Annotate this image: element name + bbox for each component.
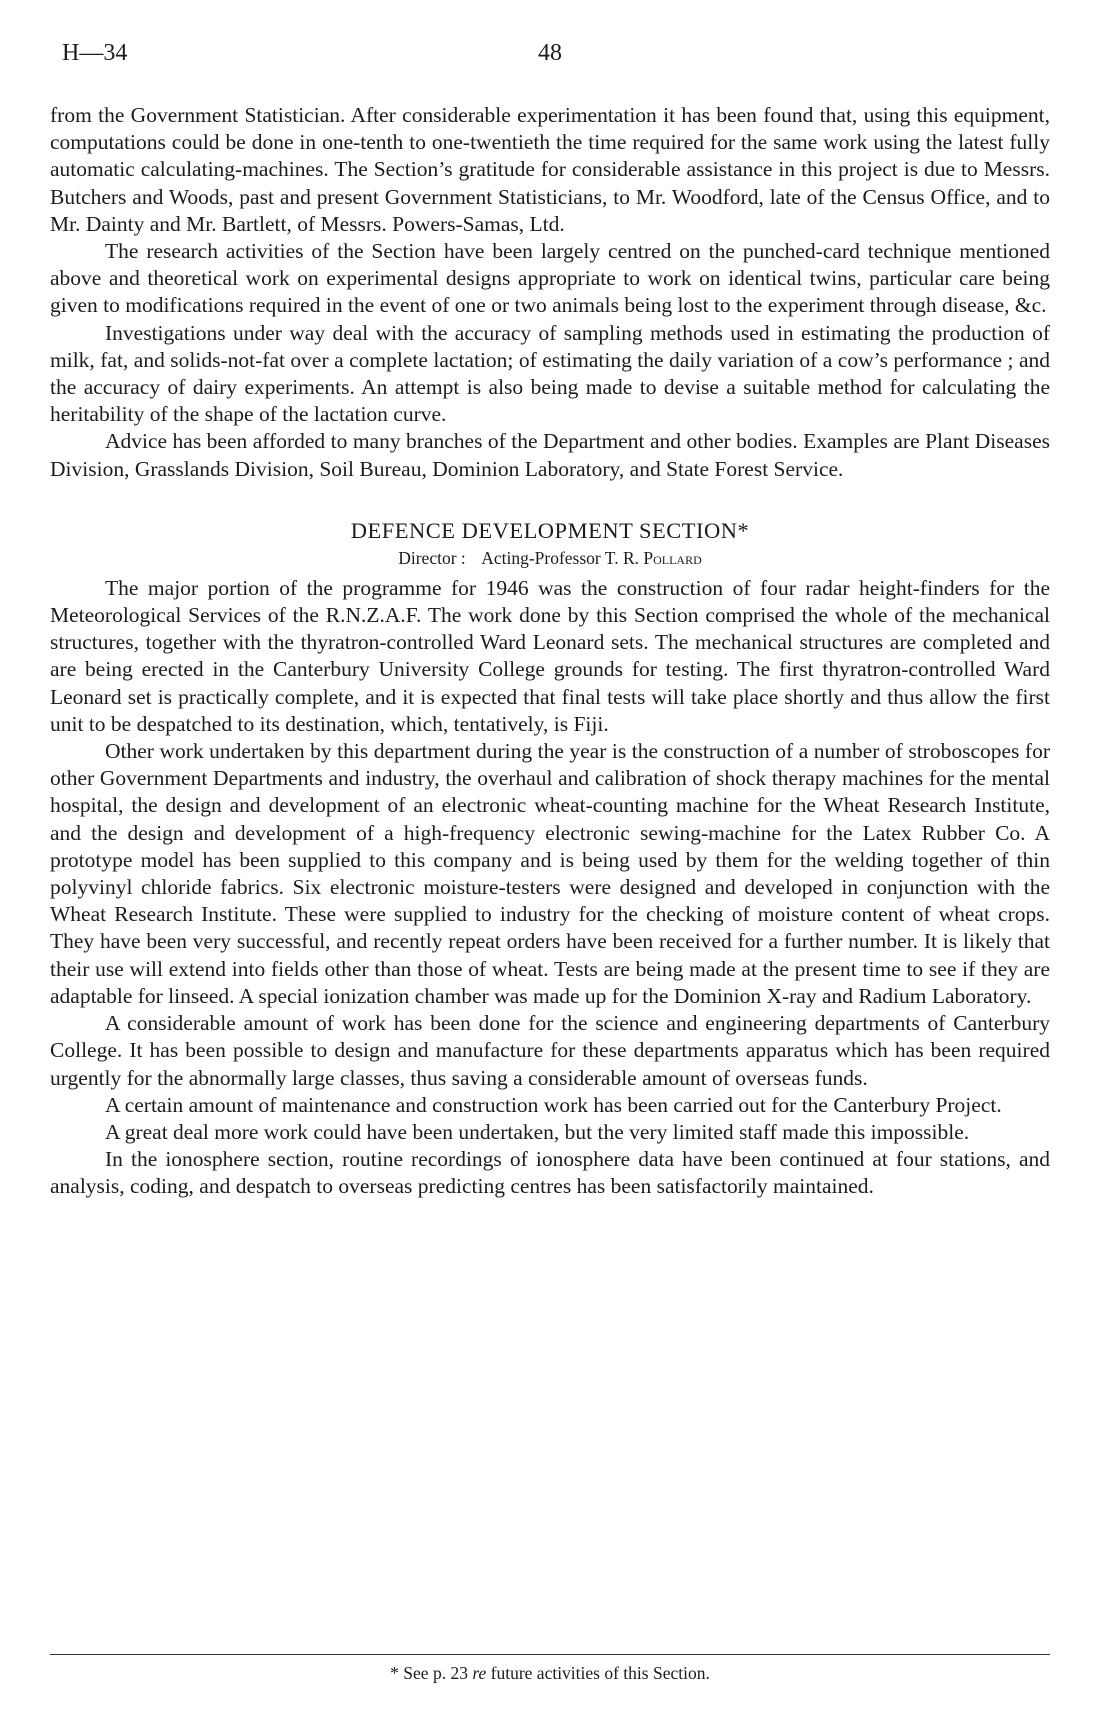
paragraph: In the ionosphere section, routine recordings of ionosphere data have been continued at four stations, and analysis, coding, and despatch to overseas predicting centres has been satisfactorily maintained. (50, 1147, 1050, 1199)
paragraph: A certain amount of maintenance and construction work has been carried out for the Canterbury Project. (105, 1092, 1002, 1117)
page-number: 48 (538, 40, 562, 66)
paragraph: Other work undertaken by this department during the year is the construction of a number of stroboscopes for other Government Departments and industry, the overhaul and calibration of shock therapy machines for the mental hospital, the design and development of an electronic wheat-counting machine for the Wheat Research Institute, and the design and development of a high-frequency electronic sewing-machine for the Latex Rubber Co. A prototype model has been supplied to this company and is being used by them for the welding together of thin polyvinyl chloride fabrics. Six electronic moisture-testers were designed and developed in conjunction with the Wheat Research Institute. These were supplied to industry for the checking of moisture content of wheat crops. They have been very successful, and recently repeat orders have been received for a further number. It is likely that their use will extend into fields other than those of wheat. Tests are being made at the present time to see if they are adaptable for linseed. A special ionization chamber was made up for the Dominion X-ray and Radium Laboratory. (50, 739, 1050, 1008)
director-name-prefix: Acting-Professor T. R. (481, 547, 639, 568)
footnote-text-start: * See p. 23 (390, 1663, 468, 1683)
page-header (62, 40, 1062, 74)
paragraph: The major portion of the programme for 1946 was the construction of four radar height-finders for the Meteorological Services of the R.N.Z.A.F. The work done by this Section comprised the whole of the mechanical structures, together with the thyratron-controlled Ward Leonard sets. The mechanical structures are completed and are being erected in the Canterbury University College grounds for testing. The first thyratron-controlled Ward Leonard set is practically complete, and it is expected that final tests will take place shortly and thus allow the first unit to be despatched to its destination, which, tentatively, is Fiji. (50, 575, 1050, 736)
footnote-text-end: future activities of this Section. (490, 1663, 710, 1683)
director-surname: Pollard (643, 547, 702, 568)
document-reference: H—34 (62, 40, 128, 66)
body-text (50, 102, 1050, 1201)
director-line (50, 545, 1050, 571)
paragraph: A great deal more work could have been undertaken, but the very limited staff made this impossible. (105, 1119, 970, 1144)
paragraph: Investigations under way deal with the accuracy of sampling methods used in estimating the production of milk, fat, and solids-not-fat over a complete lactation; of estimating the daily variation of a cow’s performance ; and the accuracy of dairy experiments. An attempt is also being made to devise a suitable method for calculating the heritability of the shape of the lactation curve. (50, 320, 1050, 427)
paragraph: A considerable amount of work has been done for the science and engineering departments of Canterbury College. It has been possible to design and manufacture for these departments apparatus which has been required urgently for the abnormally large classes, thus saving a considerable amount of overseas funds. (50, 1011, 1050, 1090)
director-label: Director : (398, 547, 466, 568)
paragraph: The research activities of the Section have been largely centred on the punched-card technique mentioned above and theoretical work on experimental designs appropriate to work on identical twins, particular care being given to modifications required in the event of one or two animals being lost to the experiment through disease, &c. (50, 239, 1050, 318)
footnote-divider (50, 1654, 1050, 1655)
paragraph: from the Government Statistician. After considerable experimentation it has been found that, using this equipment, computations could be done in one-tenth to one-twentieth the time required for the same work using the latest fully automatic calculating-machines. The Section’s gratitude for considerable assistance in this project is due to Messrs. Butchers and Woods, past and present Government Statisticians, to Mr. Woodford, late of the Census Office, and to Mr. Dainty and Mr. Bartlett, of Messrs. Powers-Samas, Ltd. (50, 103, 1050, 236)
director-name (481, 548, 702, 568)
footnote-italic: re (472, 1663, 487, 1683)
paragraph: Advice has been afforded to many branches of the Department and other bodies. Examples are Plant Diseases Division, Grasslands Division, Soil Bureau, Dominion Laboratory, and State Forest Service. (50, 429, 1050, 481)
section-heading: DEFENCE DEVELOPMENT SECTION* (350, 517, 750, 543)
footnote (50, 1663, 1050, 1684)
